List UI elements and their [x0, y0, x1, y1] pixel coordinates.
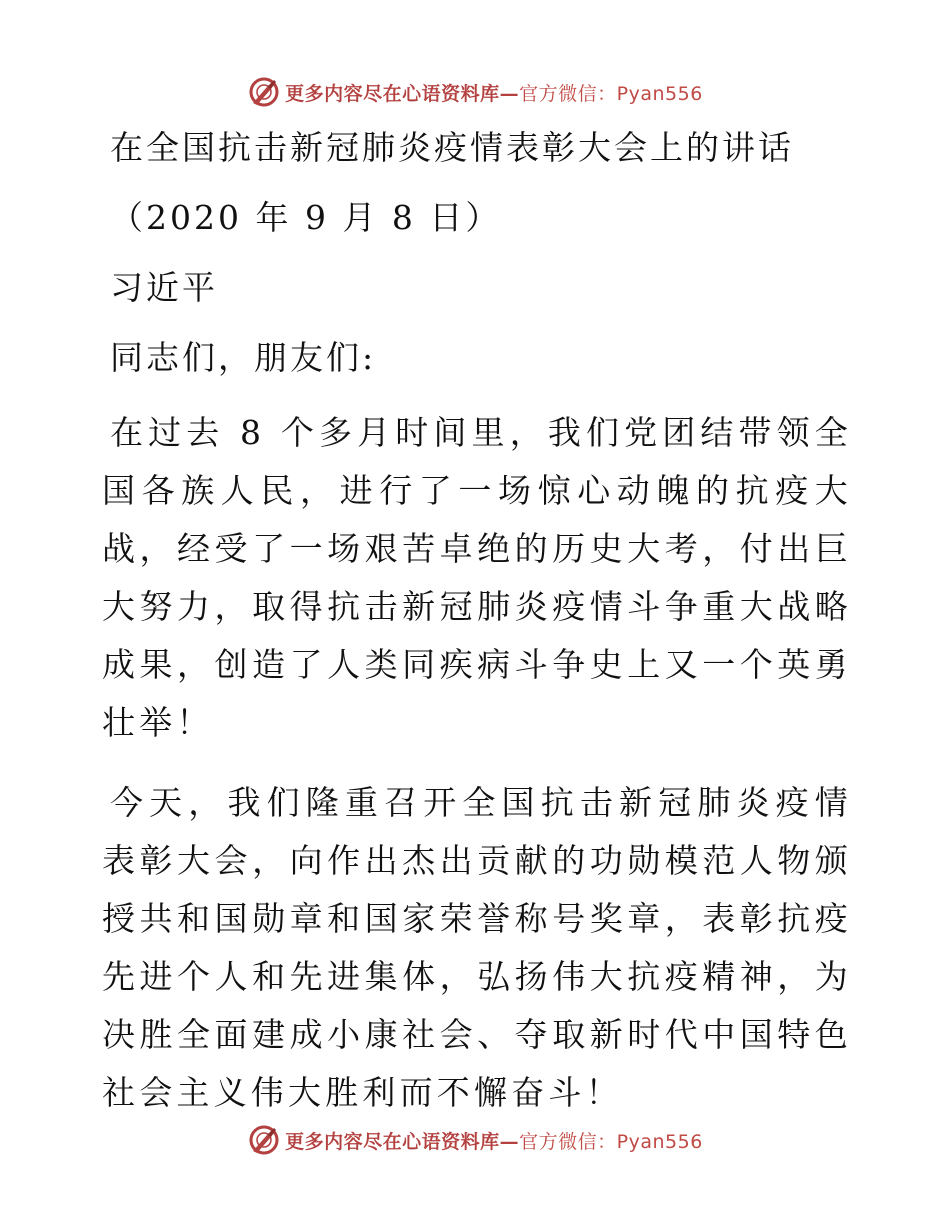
header-watermark — [0, 72, 950, 112]
watermark-text: 更多内容尽在心语资料库— — [285, 1130, 520, 1153]
document-author: 习近平 — [110, 268, 218, 307]
watermark-wechat: 官方微信：Pyan556 — [519, 1130, 703, 1153]
document-title: 在全国抗击新冠肺炎疫情表彰大会上的讲话 — [110, 128, 794, 167]
pen-logo-icon — [247, 1123, 281, 1157]
paragraph: 今天，我们隆重召开全国抗击新冠肺炎疫情表彰大会，向作出杰出贡献的功勋模范人物颁授共和国勋章和国家荣誉称号奖章，表彰抗疫先进个人和先进集体，弘扬伟大抗疫精神，为决胜全面建成小康社会、夺取新时代中国特色社会主义伟大胜利而不懈奋斗！ — [102, 783, 852, 1112]
watermark-text: 更多内容尽在心语资料库— — [285, 82, 520, 105]
paragraph: 在过去 8 个多月时间里，我们党团结带领全国各族人民，进行了一场惊心动魄的抗疫大战，经受了一场艰苦卓绝的历史大考，付出巨大努力，取得抗击新冠肺炎疫情斗争重大战略成果，创造了人类同疾病斗争史上又一个英勇壮举！ — [102, 413, 852, 742]
document-date: （2020 年 9 月 8 日） — [110, 198, 502, 237]
pen-logo-icon — [247, 75, 281, 109]
document-greeting: 同志们，朋友们: — [110, 338, 377, 377]
document-body — [102, 124, 852, 1122]
watermark-wechat: 官方微信：Pyan556 — [519, 82, 703, 105]
footer-watermark — [0, 1120, 950, 1160]
